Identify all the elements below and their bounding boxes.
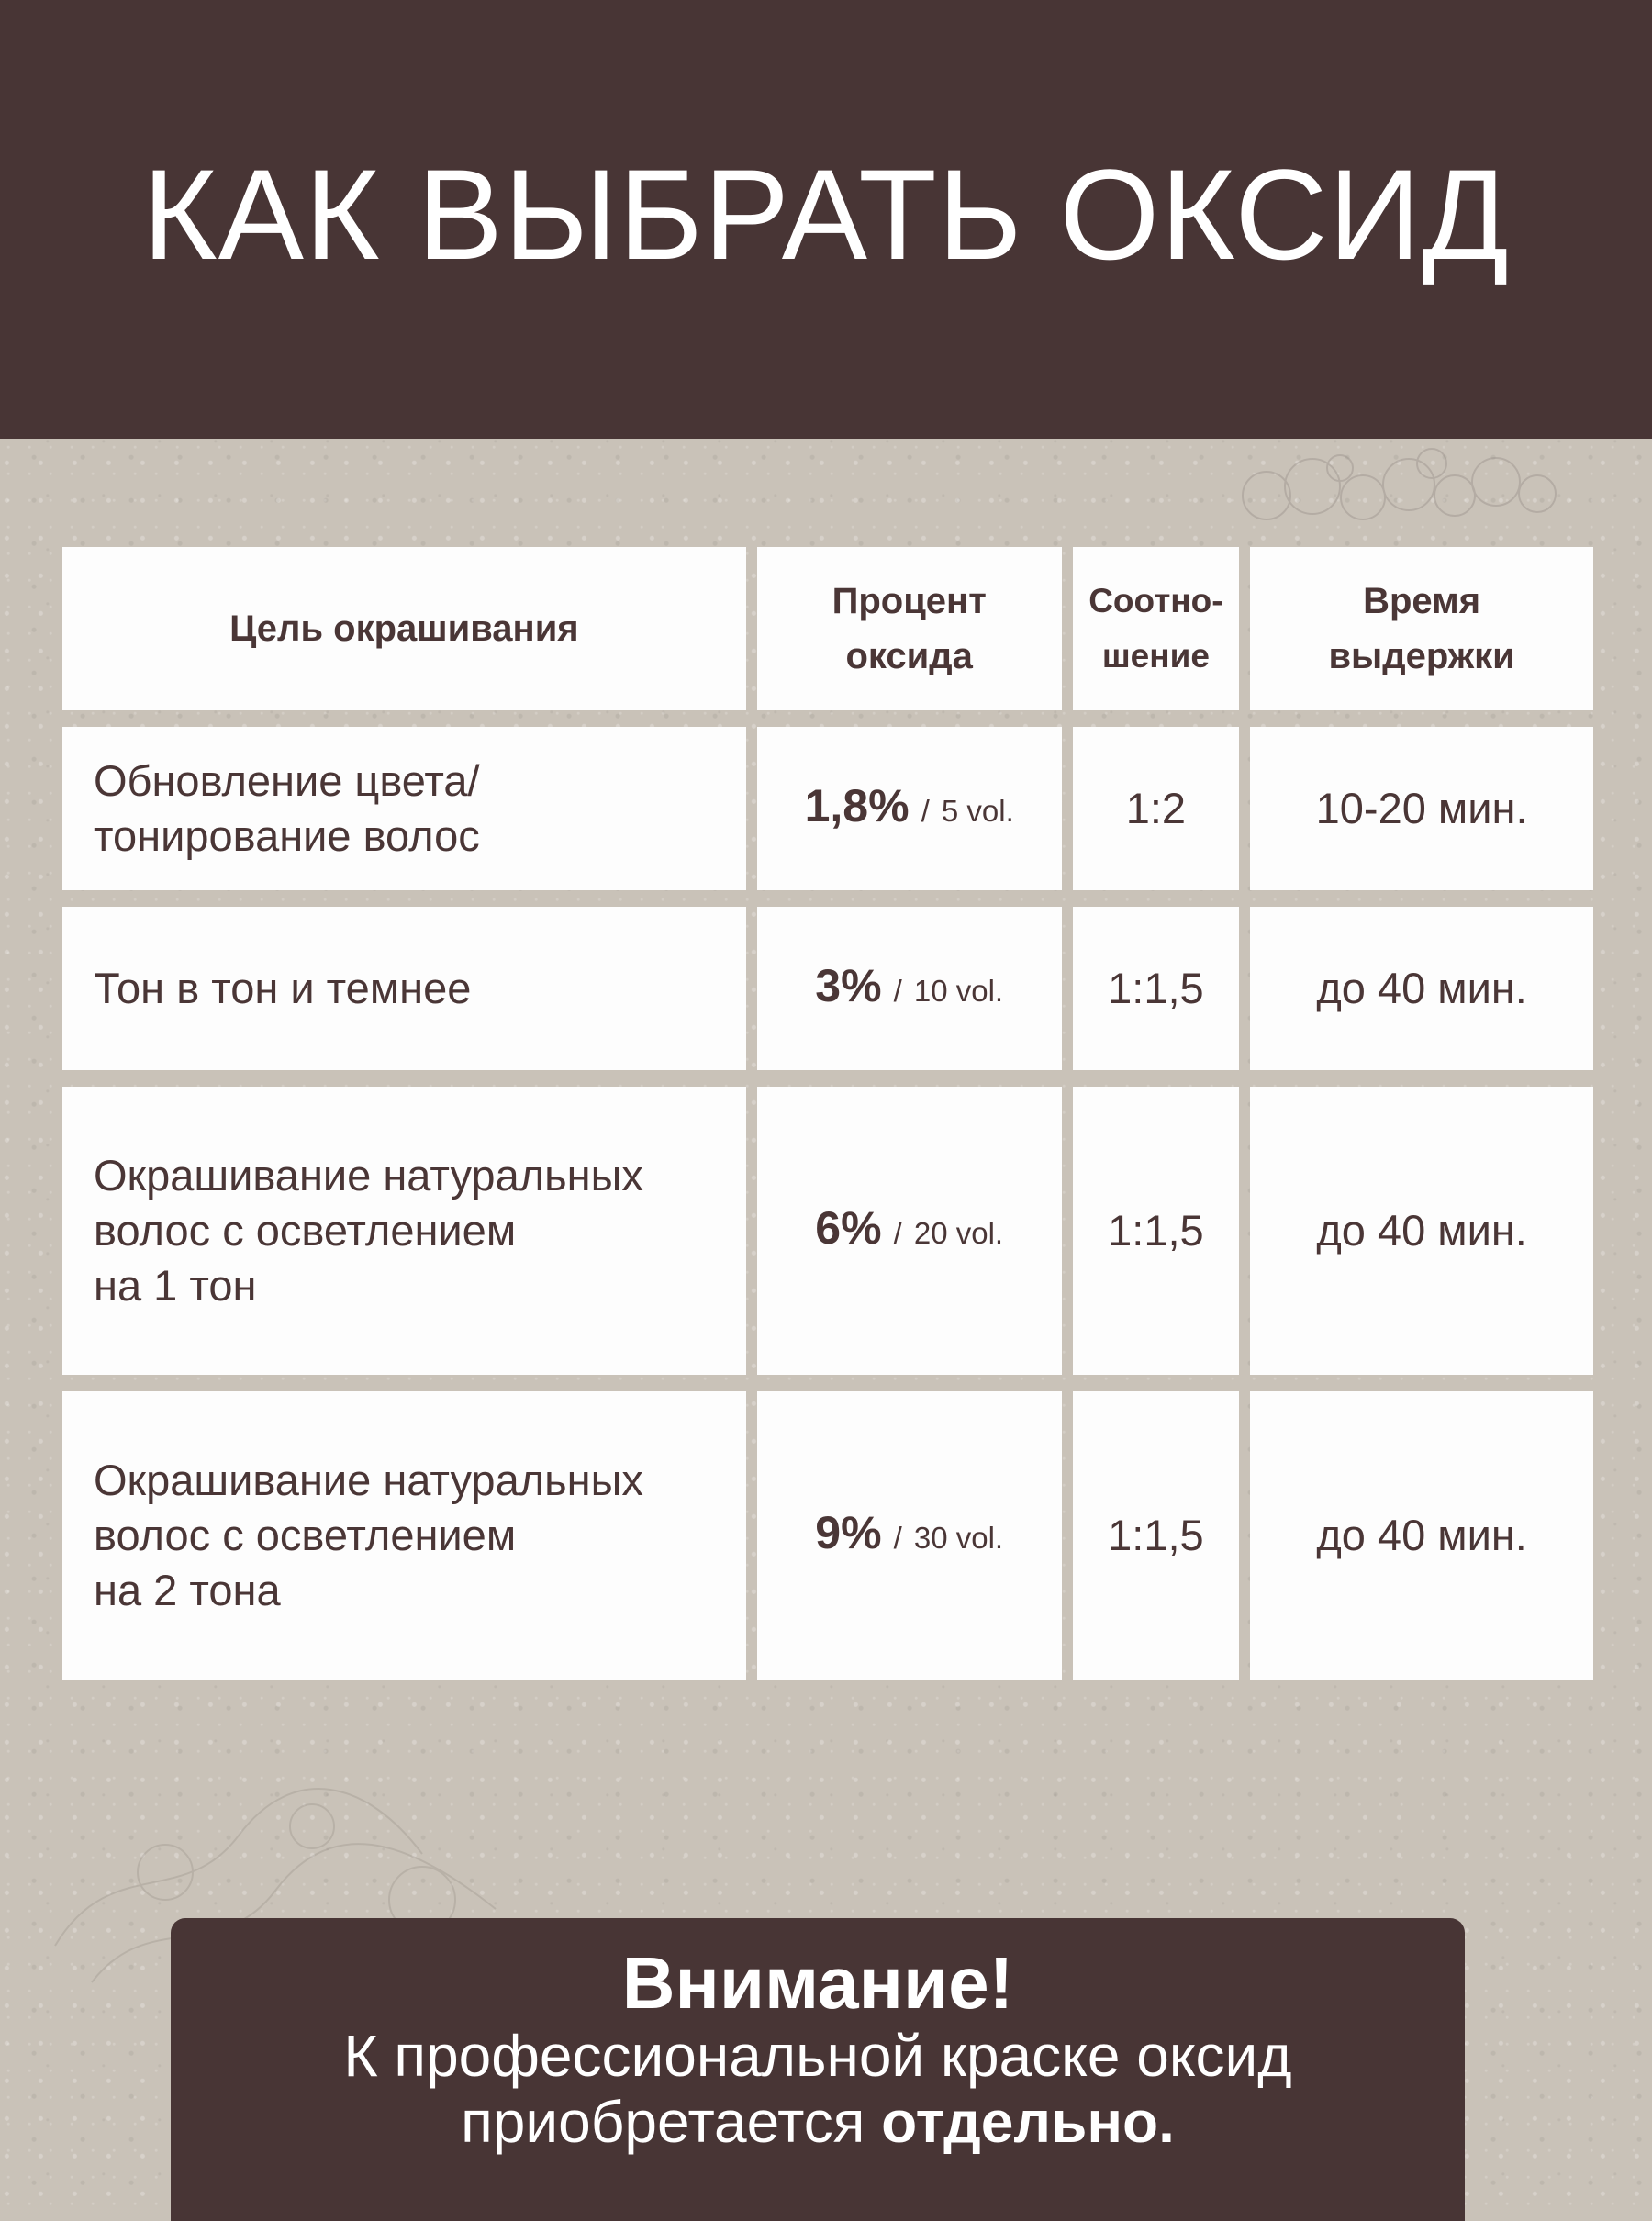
table-row	[62, 727, 1593, 890]
goal-line: тонирование волос	[94, 811, 480, 860]
row-time: до 40 мин.	[1250, 1087, 1593, 1375]
percent-value: 6%	[815, 1202, 882, 1254]
percent-value: 3%	[815, 960, 882, 1011]
notice-emphasis: отдельно.	[881, 2089, 1175, 2155]
volume-value: 30 vol.	[913, 1521, 1004, 1555]
header-percent-line1: Процент	[832, 581, 987, 621]
header-time-line2: выдержки	[1328, 636, 1515, 676]
goal-line: волос с осветлением	[94, 1206, 517, 1255]
header-percent-line2: оксида	[845, 636, 973, 676]
header-ratio	[1073, 547, 1240, 710]
row-goal	[62, 1087, 746, 1375]
volume-value: 10 vol.	[913, 974, 1004, 1008]
percent-value: 9%	[815, 1507, 882, 1558]
goal-line: на 1 тон	[94, 1261, 257, 1310]
goal-line: волос с осветлением	[94, 1511, 517, 1559]
goal-line: на 2 тона	[94, 1566, 281, 1614]
header-banner	[0, 0, 1652, 439]
row-ratio: 1:1,5	[1073, 1087, 1240, 1375]
header-goal	[62, 547, 746, 710]
row-goal	[62, 1391, 746, 1680]
table-row	[62, 1391, 1593, 1680]
notice-line-2	[171, 2089, 1465, 2155]
percent-value: 1,8%	[804, 780, 910, 831]
row-time: до 40 мин.	[1250, 907, 1593, 1070]
header-goal-label: Цель окрашивания	[229, 608, 579, 649]
table-row	[62, 1087, 1593, 1375]
header-ratio-line1: Соотно-	[1088, 582, 1223, 619]
percent-separator: /	[893, 974, 902, 1008]
row-ratio: 1:1,5	[1073, 907, 1240, 1070]
header-time	[1250, 547, 1593, 710]
goal-line: Окрашивание натуральных	[94, 1151, 643, 1200]
percent-separator: /	[893, 1216, 902, 1250]
percent-separator: /	[921, 794, 930, 828]
oxide-table	[51, 530, 1604, 1696]
row-goal	[62, 907, 746, 1070]
notice-line-2-prefix: приобретается	[461, 2089, 882, 2155]
header-percent	[757, 547, 1062, 710]
row-percent	[757, 1087, 1062, 1375]
table-header-row	[62, 547, 1593, 710]
row-goal	[62, 727, 746, 890]
row-ratio: 1:2	[1073, 727, 1240, 890]
row-percent	[757, 1391, 1062, 1680]
table-row	[62, 907, 1593, 1070]
volume-value: 20 vol.	[913, 1216, 1004, 1250]
page-title: КАК ВЫБРАТЬ ОКСИД	[142, 142, 1510, 286]
volume-value: 5 vol.	[941, 794, 1014, 828]
notice-title: Внимание!	[621, 1942, 1014, 2024]
header-ratio-line2: шение	[1101, 637, 1210, 675]
header-time-line1: Время	[1363, 581, 1481, 621]
percent-separator: /	[893, 1521, 902, 1555]
row-ratio: 1:1,5	[1073, 1391, 1240, 1680]
attention-notice	[171, 1918, 1465, 2221]
decorative-circles	[1239, 441, 1569, 541]
row-time: до 40 мин.	[1250, 1391, 1593, 1680]
row-time: 10-20 мин.	[1250, 727, 1593, 890]
goal-line: Обновление цвета/	[94, 756, 480, 805]
row-percent	[757, 907, 1062, 1070]
goal-line: Тон в тон и темнее	[94, 964, 472, 1012]
notice-line-1: К профессиональной краске оксид	[343, 2023, 1292, 2089]
row-percent	[757, 727, 1062, 890]
goal-line: Окрашивание натуральных	[94, 1456, 643, 1504]
